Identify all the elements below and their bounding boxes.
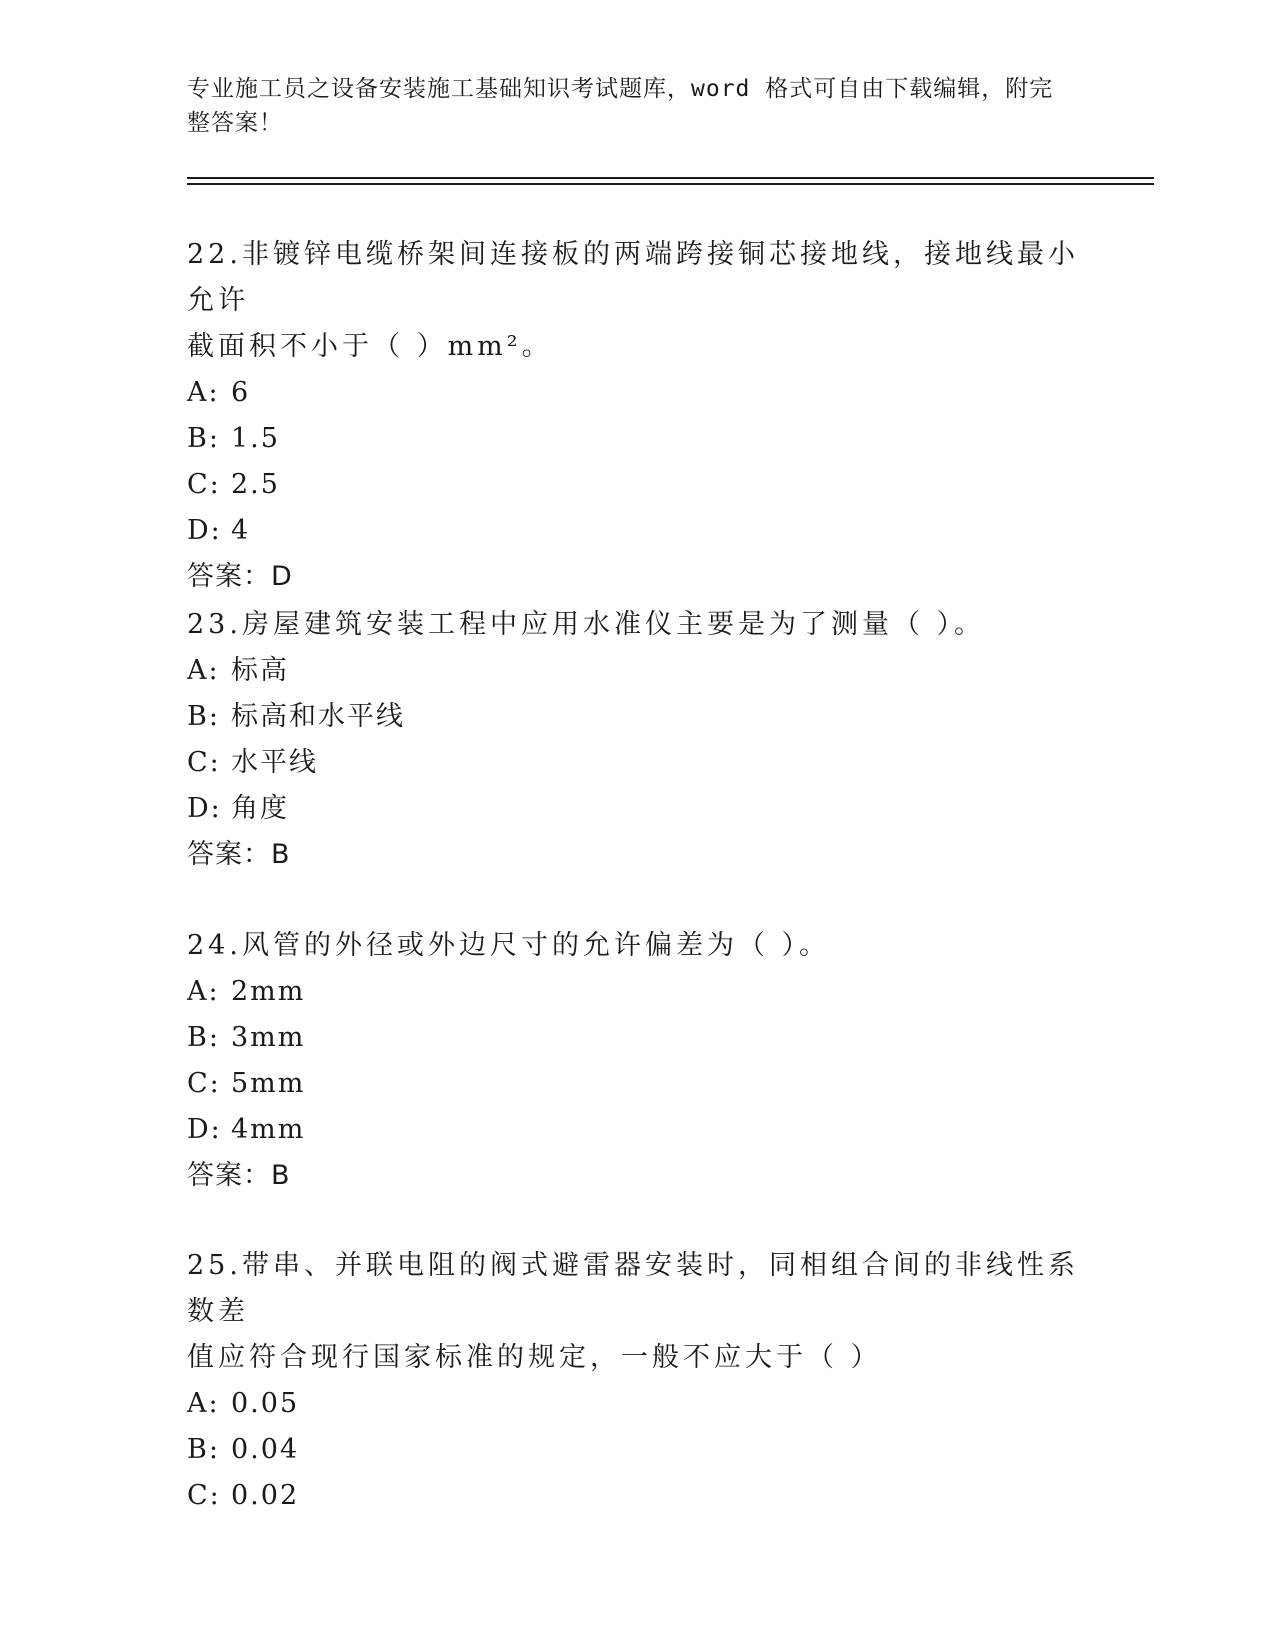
option-value: 标高和水平线 xyxy=(231,701,405,732)
answer-line: 答案：D xyxy=(187,561,293,592)
option-c xyxy=(187,1061,1087,1107)
question-text-line: 22.非镀锌电缆桥架间连接板的两端跨接铜芯接地线，接地线最小允许 xyxy=(187,239,1079,316)
answer-line: 答案：B xyxy=(187,1160,291,1191)
question-22 xyxy=(187,232,1087,600)
option-key: A: xyxy=(187,655,220,686)
option-value: 2mm xyxy=(231,976,306,1007)
option-key: C: xyxy=(187,1068,221,1099)
option-key: B: xyxy=(187,423,220,454)
header-line-2: 整答案！ xyxy=(187,110,283,136)
option-value: 4mm xyxy=(231,1114,306,1145)
question-text-line: 值应符合现行国家标准的规定，一般不应大于（ ） xyxy=(187,1342,882,1373)
question-23 xyxy=(187,602,1087,878)
option-a xyxy=(187,1381,1087,1427)
option-value: 4 xyxy=(231,515,251,546)
option-value: 角度 xyxy=(231,793,289,824)
option-key: D: xyxy=(187,793,222,824)
option-value: 0.05 xyxy=(231,1388,300,1419)
option-c xyxy=(187,1473,1087,1519)
option-a xyxy=(187,370,1087,416)
option-value: 标高 xyxy=(231,655,289,686)
question-25 xyxy=(187,1243,1087,1519)
option-b xyxy=(187,416,1087,462)
option-value: 2.5 xyxy=(231,469,280,500)
question-24 xyxy=(187,923,1087,1199)
question-text-line: 24.风管的外径或外边尺寸的允许偏差为（ ）。 xyxy=(187,930,831,961)
option-c xyxy=(187,462,1087,508)
option-d xyxy=(187,1107,1087,1153)
answer-line: 答案：B xyxy=(187,839,291,870)
question-text-line: 截面积不小于（ ）mm²。 xyxy=(187,331,553,362)
option-b xyxy=(187,1015,1087,1061)
question-text-line: 25.带串、并联电阻的阀式避雷器安装时，同相组合间的非线性系数差 xyxy=(187,1250,1079,1327)
option-value: 0.04 xyxy=(231,1434,300,1465)
option-key: C: xyxy=(187,1480,221,1511)
option-key: B: xyxy=(187,1022,220,1053)
header-divider-top xyxy=(187,177,1154,179)
option-c xyxy=(187,740,1087,786)
option-key: D: xyxy=(187,1114,222,1145)
option-d xyxy=(187,786,1087,832)
option-key: C: xyxy=(187,469,221,500)
option-key: D: xyxy=(187,515,222,546)
option-key: B: xyxy=(187,1434,220,1465)
option-value: 0.02 xyxy=(231,1480,300,1511)
option-key: A: xyxy=(187,1388,220,1419)
option-value: 6 xyxy=(231,377,251,408)
option-b xyxy=(187,694,1087,740)
header-line-1: 专业施工员之设备安装施工基础知识考试题库，word 格式可自由下载编辑，附完 xyxy=(187,76,1054,102)
option-b xyxy=(187,1427,1087,1473)
option-value: 5mm xyxy=(231,1068,306,1099)
document-header xyxy=(187,72,1067,140)
option-value: 3mm xyxy=(231,1022,306,1053)
option-key: C: xyxy=(187,747,221,778)
header-divider-bottom xyxy=(187,183,1154,185)
option-value: 水平线 xyxy=(231,747,318,778)
option-a xyxy=(187,969,1087,1015)
option-d xyxy=(187,508,1087,554)
option-key: A: xyxy=(187,377,220,408)
option-a xyxy=(187,648,1087,694)
question-text-line: 23.房屋建筑安装工程中应用水准仪主要是为了测量（ ）。 xyxy=(187,609,986,640)
option-value: 1.5 xyxy=(231,423,280,454)
option-key: A: xyxy=(187,976,220,1007)
option-key: B: xyxy=(187,701,220,732)
